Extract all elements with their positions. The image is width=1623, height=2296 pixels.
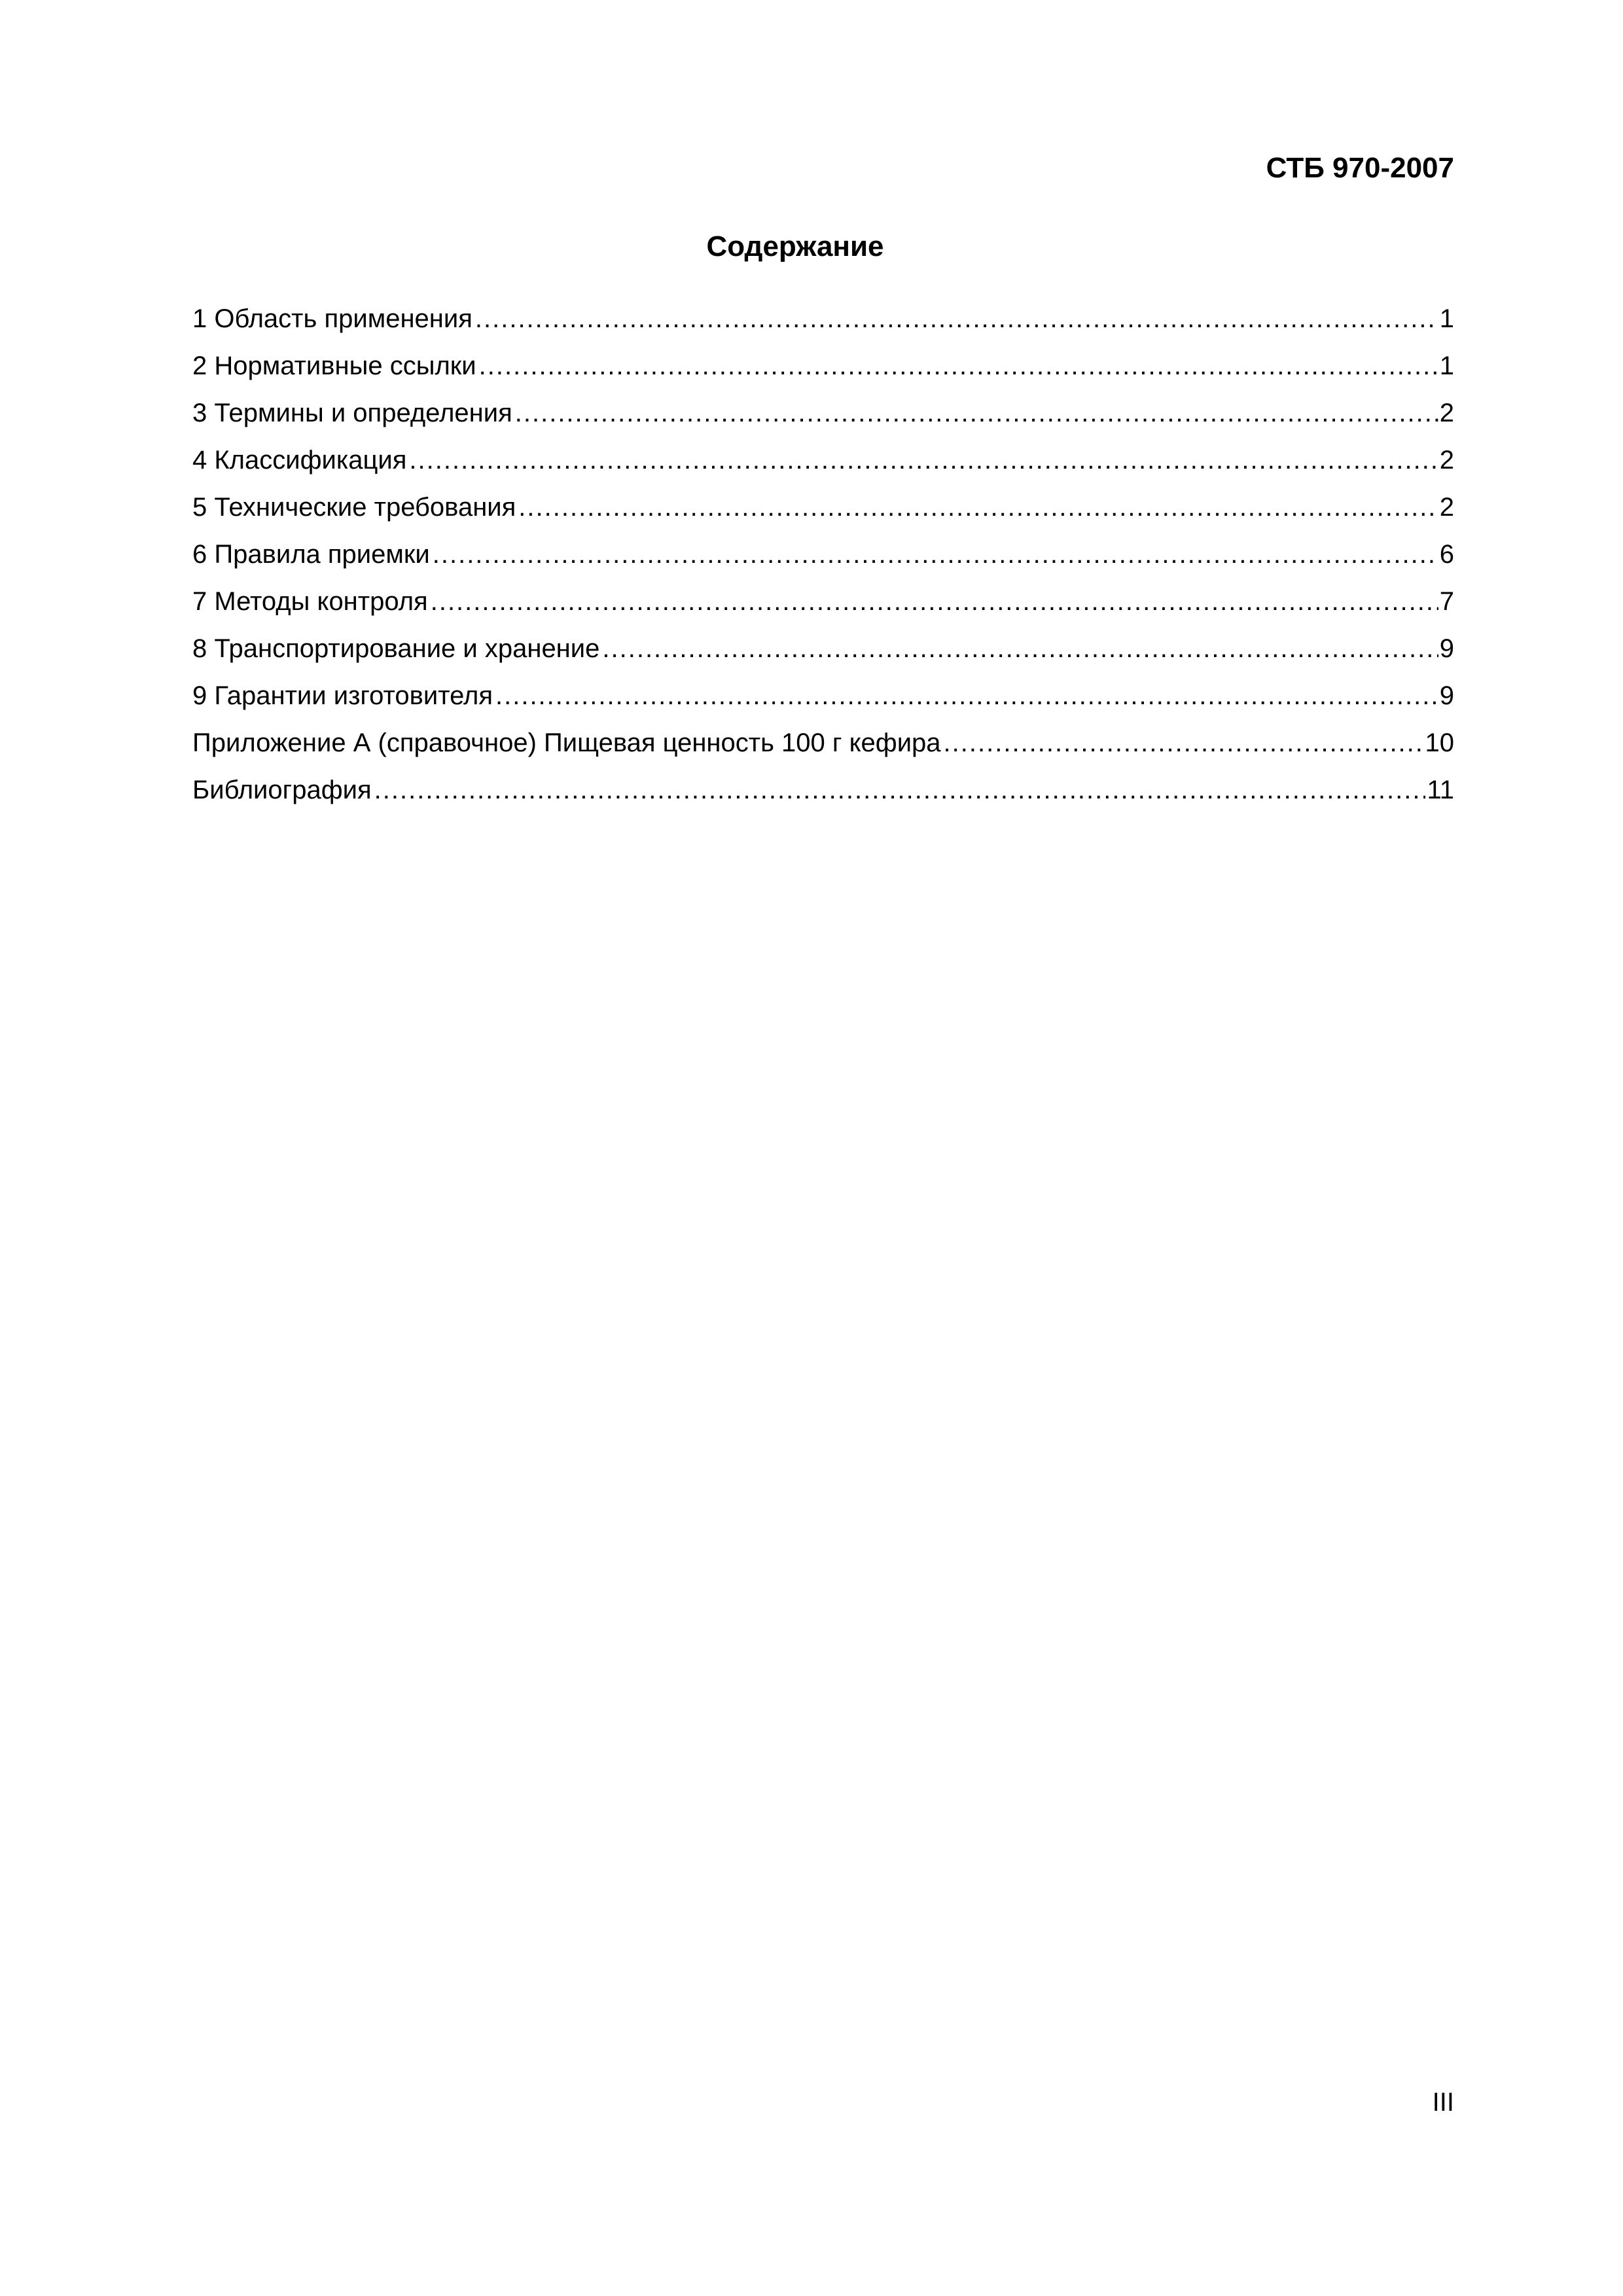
toc-title: Содержание (706, 230, 884, 262)
toc-dot-leader (944, 719, 1424, 766)
toc-entry-label: 6 Правила приемки (192, 540, 430, 569)
toc-dot-leader (602, 625, 1438, 672)
toc-entry-label: 4 Классификация (192, 446, 407, 475)
toc-dot-leader (479, 342, 1438, 389)
toc-entry-label: 2 Нормативные ссылки (192, 351, 476, 380)
toc-entry-page: 10 (1425, 728, 1454, 757)
document-code: СТБ 970-2007 (1266, 152, 1454, 184)
toc-dot-leader (518, 484, 1438, 531)
toc-entry-page: 2 (1439, 446, 1454, 475)
toc-entry-page: 2 (1439, 493, 1454, 522)
toc-entry[interactable] (192, 531, 1454, 578)
toc-entry-label: 8 Транспортирование и хранение (192, 634, 600, 663)
toc-entry-label: Приложение А (справочное) Пищевая ценность 100 г кефира (192, 728, 941, 757)
toc-entry[interactable] (192, 625, 1454, 672)
toc-entry-label: 7 Методы контроля (192, 587, 428, 616)
toc-entry[interactable] (192, 437, 1454, 484)
toc-dot-leader (515, 389, 1438, 437)
table-of-contents (192, 295, 1454, 814)
toc-entry[interactable] (192, 766, 1454, 814)
toc-entry[interactable] (192, 295, 1454, 342)
toc-entry-page: 1 (1439, 351, 1454, 380)
toc-dot-leader (475, 295, 1438, 342)
toc-entry[interactable] (192, 389, 1454, 437)
toc-entry-label: 9 Гарантии изготовителя (192, 681, 493, 710)
toc-entry[interactable] (192, 719, 1454, 766)
toc-entry-page: 9 (1439, 634, 1454, 663)
toc-entry-page: 9 (1439, 681, 1454, 710)
page-number: III (1432, 2088, 1454, 2117)
toc-entry-page: 7 (1439, 587, 1454, 616)
toc-entry[interactable] (192, 672, 1454, 719)
toc-entry-label: 3 Термины и определения (192, 399, 512, 427)
toc-entry-page: 11 (1427, 776, 1454, 804)
toc-dot-leader (431, 578, 1438, 625)
toc-entry-label: 5 Технические требования (192, 493, 516, 522)
toc-entry-page: 6 (1439, 540, 1454, 569)
toc-entry-label: Библиография (192, 776, 372, 804)
toc-dot-leader (409, 437, 1438, 484)
toc-entry-page: 2 (1439, 399, 1454, 427)
toc-entry[interactable] (192, 484, 1454, 531)
toc-entry[interactable] (192, 342, 1454, 389)
toc-entry[interactable] (192, 578, 1454, 625)
toc-entry-label: 1 Область применения (192, 304, 473, 333)
toc-dot-leader (495, 672, 1438, 719)
toc-dot-leader (433, 531, 1438, 578)
toc-dot-leader (374, 766, 1426, 814)
toc-entry-page: 1 (1439, 304, 1454, 333)
